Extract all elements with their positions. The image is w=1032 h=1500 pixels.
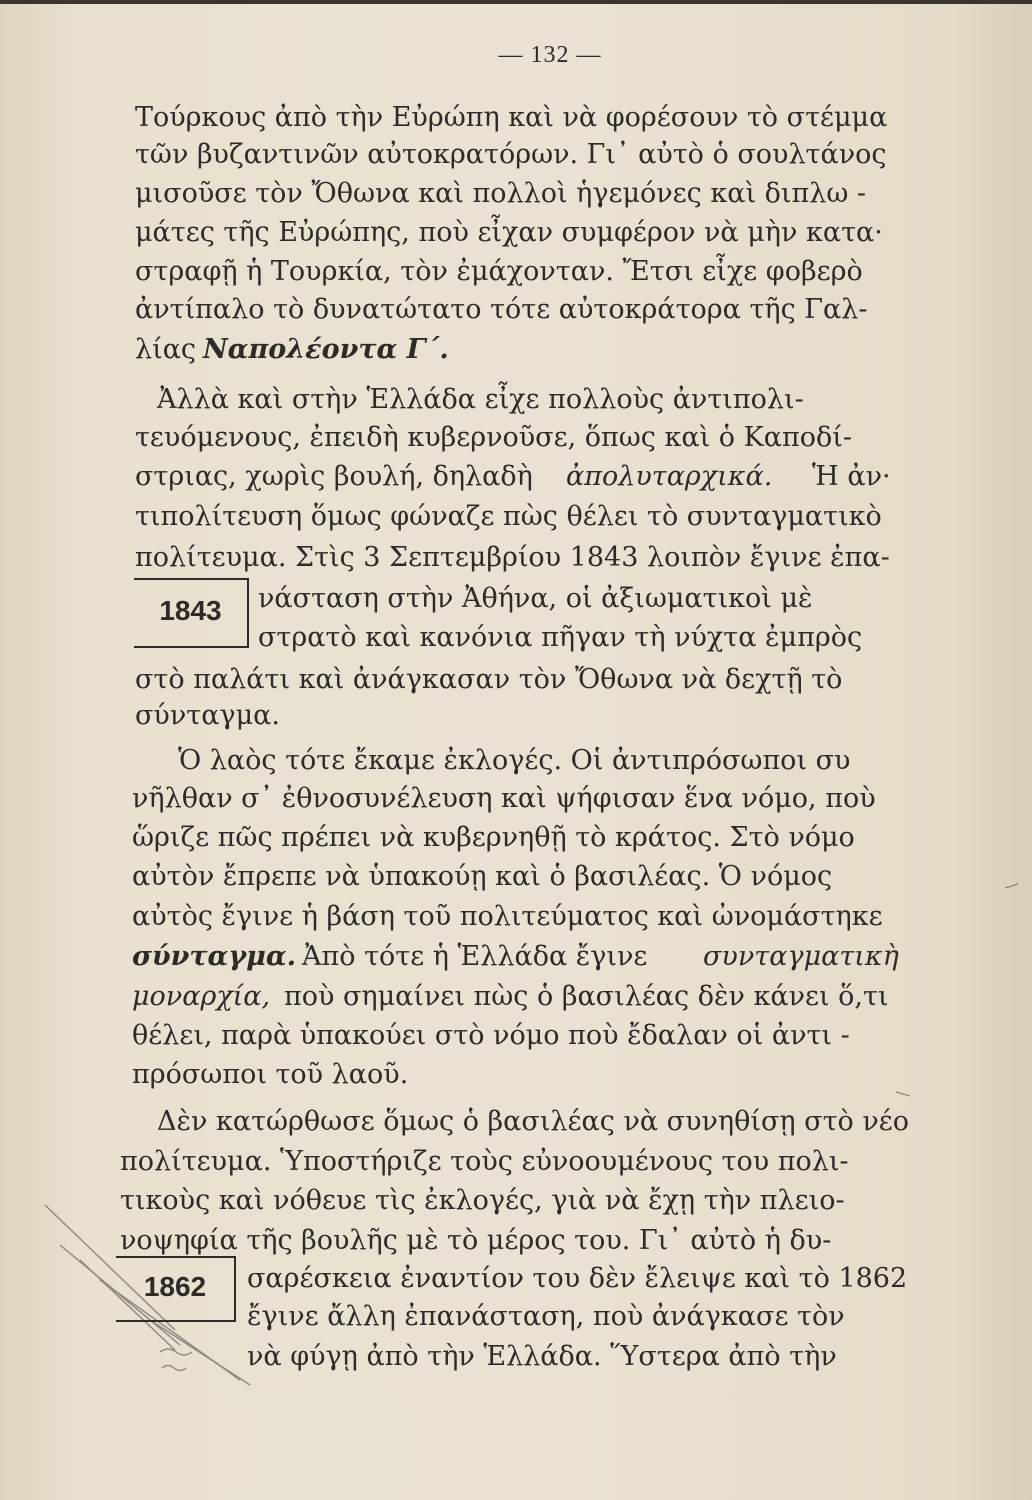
text-line: μισοῦσε τὸν Ὄθωνα καὶ πολλοὶ ἡγεμόνες καὶ διπλω - bbox=[135, 178, 867, 209]
text-line: αὐτὸς ἔγινε ἡ βάση τοῦ πολιτεύματος καὶ ὠνομάστηκε bbox=[132, 901, 883, 932]
text-line: τιπολίτευση ὅμως φώναζε πὼς θέλει τὸ συνταγματικὸ bbox=[135, 501, 882, 532]
text-line: τῶν βυζαντινῶν αὐτοκρατόρων. Γι᾽ αὐτὸ ὁ σουλτάνος bbox=[135, 139, 887, 170]
text-line: Ἀπὸ τότε ἡ Ἑλλάδα ἔγινε bbox=[302, 941, 648, 972]
text-line: μάτες τῆς Εὐρώπης, ποὺ εἶχαν συμφέρον νὰ μὴν κατα· bbox=[135, 217, 883, 248]
page-number: — 132 — bbox=[498, 42, 602, 68]
text-line: αὐτὸν ἔπρεπε νὰ ὑπακούῃ καὶ ὁ βασιλέας. Ὁ νόμος bbox=[132, 861, 833, 892]
text-line: νῆλθαν σ᾽ ἐθνοσυνέλευση καὶ ψήφισαν ἕνα νόμο, ποὺ bbox=[132, 783, 876, 814]
text-line: Ἡ ἀν· bbox=[812, 461, 891, 492]
year-label: 1843 bbox=[159, 595, 222, 626]
text-line-emphasis: συνταγματικὴ bbox=[703, 941, 899, 972]
text-line: λίας bbox=[135, 334, 197, 365]
text-line: στραφῇ ἡ Τουρκία, τὸν ἐμάχονταν. Ἔτσι εἶχε φοβερὸ bbox=[135, 256, 863, 287]
text-line: τευόμενους, ἐπειδὴ κυβερνοῦσε, ὅπως καὶ ὁ Καποδί- bbox=[135, 422, 852, 453]
text-line: νὰ φύγῃ ἀπὸ τὴν Ἑλλάδα. Ὕστερα ἀπὸ τὴν bbox=[247, 1341, 837, 1372]
text-line: στὸ παλάτι καὶ ἀνάγκασαν τὸν Ὄθωνα νὰ δεχτῇ τὸ bbox=[135, 664, 843, 695]
text-line: ποὺ σημαίνει πὼς ὁ βασιλέας δὲν κάνει ὅ,τι bbox=[284, 981, 889, 1012]
text-line: ἔγινε ἄλλη ἐπανάσταση, ποὺ ἀνάγκασε τὸν bbox=[247, 1301, 845, 1332]
year-margin-box bbox=[116, 1256, 236, 1322]
text-line-emphasis: σύνταγμα. bbox=[132, 941, 297, 972]
text-line: Ὁ λαὸς τότε ἔκαμε ἐκλογές. Οἱ ἀντιπρόσωποι συ bbox=[178, 745, 851, 776]
text-line-emphasis: Ναπολέοντα Γ΄. bbox=[203, 334, 449, 365]
year-margin-box bbox=[134, 578, 249, 648]
text-line: πρόσωποι τοῦ λαοῦ. bbox=[132, 1059, 409, 1090]
text-line: πολίτευμα. Ὑποστήριζε τοὺς εὐνοουμένους του πολι- bbox=[120, 1146, 849, 1177]
text-line: σύνταγμα. bbox=[135, 700, 280, 731]
text-line: τικοὺς καὶ νόθευε τὶς ἐκλογές, γιὰ νὰ ἔχῃ τὴν πλειο- bbox=[120, 1185, 845, 1216]
text-line: νάσταση στὴν Ἀθήνα, οἱ ἀξιωματικοὶ μὲ bbox=[258, 583, 813, 614]
text-line-emphasis: ἀπολυταρχικά. bbox=[566, 461, 773, 492]
year-label: 1862 bbox=[143, 1271, 207, 1302]
text-line: στρατὸ καὶ κανόνια πῆγαν τὴ νύχτα ἐμπρὸς bbox=[258, 622, 863, 653]
text-line: πολίτευμα. Στὶς 3 Σεπτεμβρίου 1843 λοιπὸν ἔγινε ἐπα- bbox=[135, 542, 890, 573]
text-line: ὥριζε πῶς πρέπει νὰ κυβερνηθῇ τὸ κράτος. Στὸ νόμο bbox=[132, 822, 855, 853]
text-line: Ἀλλὰ καὶ στὴν Ἑλλάδα εἶχε πολλοὺς ἀντιπολι- bbox=[157, 384, 804, 415]
text-line: Δὲν κατώρθωσε ὅμως ὁ βασιλέας νὰ συνηθίσῃ στὸ νέο bbox=[157, 1106, 910, 1137]
text-line-emphasis: μοναρχία, bbox=[132, 981, 271, 1012]
text-line: στριας, χωρὶς βουλή, δηλαδὴ bbox=[135, 461, 533, 492]
text-line: νοψηφία τῆς βουλῆς μὲ τὸ μέρος του. Γι᾽ αὐτὸ ἡ δυ- bbox=[120, 1225, 832, 1256]
text-line: θέλει, παρὰ ὑπακούει στὸ νόμο ποὺ ἔδαλαν οἱ ἀντι - bbox=[132, 1020, 850, 1051]
text-line: Τούρκους ἀπὸ τὴν Εὐρώπη καὶ νὰ φορέσουν τὸ στέμμα bbox=[135, 102, 888, 133]
text-line: σαρέσκεια ἐναντίον του δὲν ἔλειψε καὶ τὸ 1862 bbox=[247, 1263, 908, 1294]
text-line: ἀντίπαλο τὸ δυνατώτατο τότε αὐτοκράτορα τῆς Γαλ- bbox=[135, 294, 868, 325]
